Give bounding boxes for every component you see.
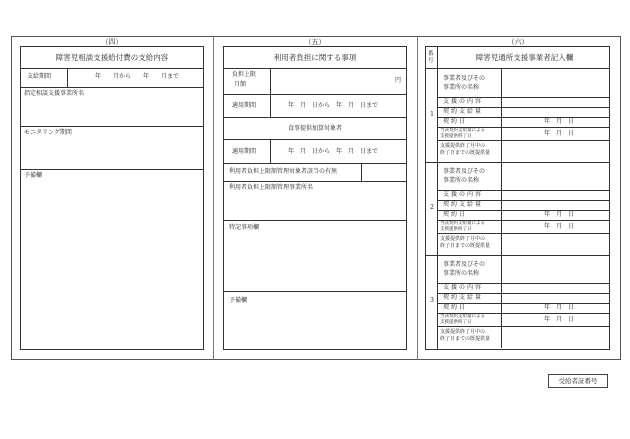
- divider: [224, 181, 406, 182]
- section-number-five: （五）: [304, 38, 326, 46]
- provider-entry-table: [425, 46, 610, 350]
- monitoring-period-label: モニタリング期間: [24, 129, 72, 136]
- middle-reserve-field[interactable]: [224, 307, 406, 348]
- meal-period-value[interactable]: 年 月 日から 年 月 日まで: [288, 148, 379, 155]
- middle-reserve-label: 予備欄: [229, 297, 248, 304]
- end-date-label-line1: 当該契約支給量による: [440, 314, 485, 319]
- divider: [21, 68, 203, 69]
- monthly-provided-label-line2: 終了日までの既提供量: [440, 336, 491, 342]
- burden-cap-label-line1: 負担上限: [232, 71, 257, 78]
- monthly-provided-label-line2: 終了日までの既提供量: [440, 243, 491, 249]
- divider: [224, 117, 406, 118]
- entry-number: 2: [430, 203, 434, 211]
- office-name-label-line1: 事業者及びその: [443, 75, 486, 82]
- special-notes-field[interactable]: [224, 234, 406, 291]
- divider: [501, 69, 502, 162]
- date-value[interactable]: 年 月 日: [544, 118, 575, 125]
- contract-amount-label: 契約支給量: [443, 108, 484, 115]
- date-value[interactable]: 年 月 日: [544, 211, 575, 218]
- support-period-value[interactable]: 年 月から 年 月まで: [95, 73, 180, 80]
- left-notes-field[interactable]: [21, 182, 203, 349]
- monthly-provided-label-line1: 支援提供終了月中の: [440, 329, 486, 335]
- number-header-line1: 番: [428, 51, 434, 57]
- provider-entry-title: 障害児通所支援事業者記入欄: [475, 53, 574, 62]
- end-date-label-line1: 当該契約支給量による: [440, 221, 485, 226]
- date-value[interactable]: 年 月 日: [544, 130, 575, 137]
- divider: [224, 220, 406, 221]
- support-content-label: 支援の内容: [443, 98, 484, 105]
- entry-value-field[interactable]: [502, 107, 608, 117]
- end-date-label-line2: 支援提供終了日: [440, 227, 472, 232]
- divider: [501, 162, 502, 255]
- divider: [501, 255, 502, 348]
- cap-management-flag-label: 利用者負担上限額管理対象者該当の有無: [229, 168, 338, 175]
- entry-number: 1: [430, 110, 434, 118]
- entry-value-field[interactable]: [502, 255, 608, 283]
- support-period-label: 支給期間: [27, 73, 52, 80]
- office-name-label-line2: 事業所の名称: [443, 177, 480, 184]
- office-name-label-line2: 事業所の名称: [443, 270, 480, 277]
- entry-value-field[interactable]: [502, 190, 608, 200]
- entry-value-field[interactable]: [502, 326, 608, 348]
- meal-addition-title: 食事提供加算対象者: [287, 125, 342, 132]
- entry-value-field[interactable]: [502, 220, 608, 233]
- burden-cap-field[interactable]: [271, 69, 391, 93]
- end-date-label-line2: 支援提供終了日: [440, 134, 472, 139]
- monthly-provided-label-line2: 終了日までの既提供量: [440, 150, 491, 156]
- special-notes-label: 特記事項欄: [229, 224, 260, 231]
- benefit-title: 障害児相談支援給付費の支給内容: [55, 53, 169, 62]
- entry-value-field[interactable]: [502, 200, 608, 210]
- divider: [270, 139, 271, 163]
- contract-date-label: 契約日: [443, 118, 468, 125]
- divider: [224, 94, 406, 95]
- entry-value-field[interactable]: [502, 303, 608, 313]
- number-header-line2: 号: [428, 58, 434, 64]
- contract-date-label: 契約日: [443, 304, 468, 311]
- entry-value-field[interactable]: [502, 69, 608, 97]
- panel-divider-right: [417, 36, 418, 360]
- cap-management-office-label: 利用者負担上限額管理事業所名: [229, 184, 314, 191]
- panel-divider-left: [213, 36, 214, 360]
- entry-value-field[interactable]: [502, 162, 608, 190]
- contract-date-label: 契約日: [443, 211, 468, 218]
- date-value[interactable]: 年 月 日: [544, 304, 575, 311]
- monitoring-period-field[interactable]: [21, 139, 203, 169]
- office-name-label-line1: 事業者及びその: [443, 261, 486, 268]
- left-notes-label: 予備欄: [24, 172, 43, 179]
- divider: [67, 68, 68, 87]
- divider: [21, 87, 203, 88]
- support-content-label: 支援の内容: [443, 284, 484, 291]
- apply-period-label: 適用期間: [232, 102, 257, 109]
- cap-management-flag-field[interactable]: [362, 164, 406, 180]
- consultation-office-field[interactable]: [21, 100, 203, 126]
- contract-amount-label: 契約支給量: [443, 294, 484, 301]
- recipient-certificate-number[interactable]: 受給者証番号: [548, 374, 608, 388]
- entry-value-field[interactable]: [502, 97, 608, 107]
- support-content-label: 支援の内容: [443, 191, 484, 198]
- user-burden-title: 利用者負担に関する事項: [273, 53, 357, 62]
- end-date-label-line2: 支援提供終了日: [440, 320, 472, 325]
- user-burden-table: [223, 46, 407, 292]
- entry-value-field[interactable]: [502, 210, 608, 220]
- date-value[interactable]: 年 月 日: [544, 316, 575, 323]
- contract-amount-label: 契約支給量: [443, 201, 484, 208]
- monthly-provided-label-line1: 支援提供終了月中の: [440, 236, 486, 242]
- entry-value-field[interactable]: [502, 283, 608, 293]
- entry-value-field[interactable]: [502, 293, 608, 303]
- cap-management-office-field[interactable]: [224, 194, 406, 220]
- office-name-label-line2: 事業所の名称: [443, 84, 480, 91]
- date-value[interactable]: 年 月 日: [544, 223, 575, 230]
- divider: [270, 94, 271, 117]
- section-number-four: （四）: [101, 38, 123, 46]
- burden-cap-label-line2: 月額: [234, 81, 247, 88]
- divider: [21, 126, 203, 127]
- section-number-six: （六）: [507, 38, 529, 46]
- entry-value-field[interactable]: [502, 117, 608, 127]
- consultation-office-label: 指定相談支援事業所名: [24, 90, 85, 97]
- divider: [21, 169, 203, 170]
- entry-value-field[interactable]: [502, 140, 608, 162]
- apply-period-value[interactable]: 年 月 日から 年 月 日まで: [288, 102, 379, 109]
- entry-value-field[interactable]: [502, 313, 608, 326]
- office-name-label-line1: 事業者及びその: [443, 168, 486, 175]
- entry-value-field[interactable]: [502, 233, 608, 255]
- entry-number: 3: [430, 296, 434, 304]
- middle-reserve-table: [223, 292, 407, 350]
- meal-period-label: 適用期間: [232, 148, 257, 155]
- end-date-label-line1: 当該契約支給量による: [440, 128, 485, 133]
- divider: [224, 139, 406, 140]
- yen-unit: 円: [395, 77, 402, 84]
- entry-value-field[interactable]: [502, 127, 608, 140]
- benefit-table: [20, 46, 204, 350]
- monthly-provided-label-line1: 支援提供終了月中の: [440, 143, 486, 149]
